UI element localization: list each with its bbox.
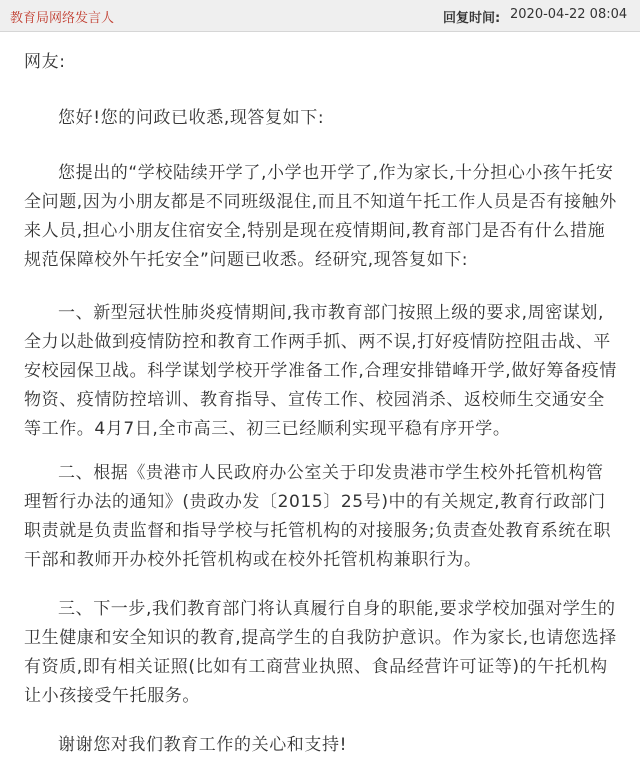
reply-time-label: 回复时间:: [443, 11, 501, 26]
salutation: 网友:: [24, 52, 66, 72]
reply-point-2: 二、根据《贵港市人民政府办公室关于印发贵港市学生校外托管机构管理暂行办法的通知》(贵政办发〔2015〕25号)中的有关规定,教育行政部门职责就是负责监督和指导学校与托管机构的对接服务;负责查处教育系统在职干部和教师开办校外托管机构或在校外托管机构兼职行为。: [24, 463, 612, 570]
reply-time-value: 2020-04-22 08:04: [510, 7, 628, 22]
author-name[interactable]: 教育局网络发言人: [10, 11, 115, 26]
closing-thanks: 谢谢您对我们教育工作的关心和支持!: [58, 735, 348, 755]
reply-body: [24, 48, 620, 760]
reply-intro: 您好!您的问政已收悉,现答复如下:: [58, 108, 325, 128]
reply-header: [0, 0, 640, 32]
question-summary: 您提出的“学校陆续开学了,小学也开学了,作为家长,十分担心小孩午托安全问题,因为小朋友都是不同班级混住,而且不知道午托工作人员是否有接触外来人员,担心小朋友住宿安全,特别是现在疫情期间,教育部门是否有什么措施规范保障校外午托安全”问题已收悉。经研究,现答复如下:: [24, 163, 617, 270]
reply-point-1: 一、新型冠状性肺炎疫情期间,我市教育部门按照上级的要求,周密谋划,全力以赴做到疫情防控和教育工作两手抓、两不误,打好疫情防控阻击战、平安校园保卫战。科学谋划学校开学准备工作,合理安排错峰开学,做好筹备疫情物资、疫情防控培训、教育指导、宣传工作、校园消杀、返校师生交通安全等工作。4月7日,全市高三、初三已经顺利实现平稳有序开学。: [24, 303, 617, 439]
reply-point-3: 三、下一步,我们教育部门将认真履行自身的职能,要求学校加强对学生的卫生健康和安全知识的教育,提高学生的自我防护意识。作为家长,也请您选择有资质,即有相关证照(比如有工商营业执照、食品经营许可证等)的午托机构让小孩接受午托服务。: [24, 599, 617, 706]
